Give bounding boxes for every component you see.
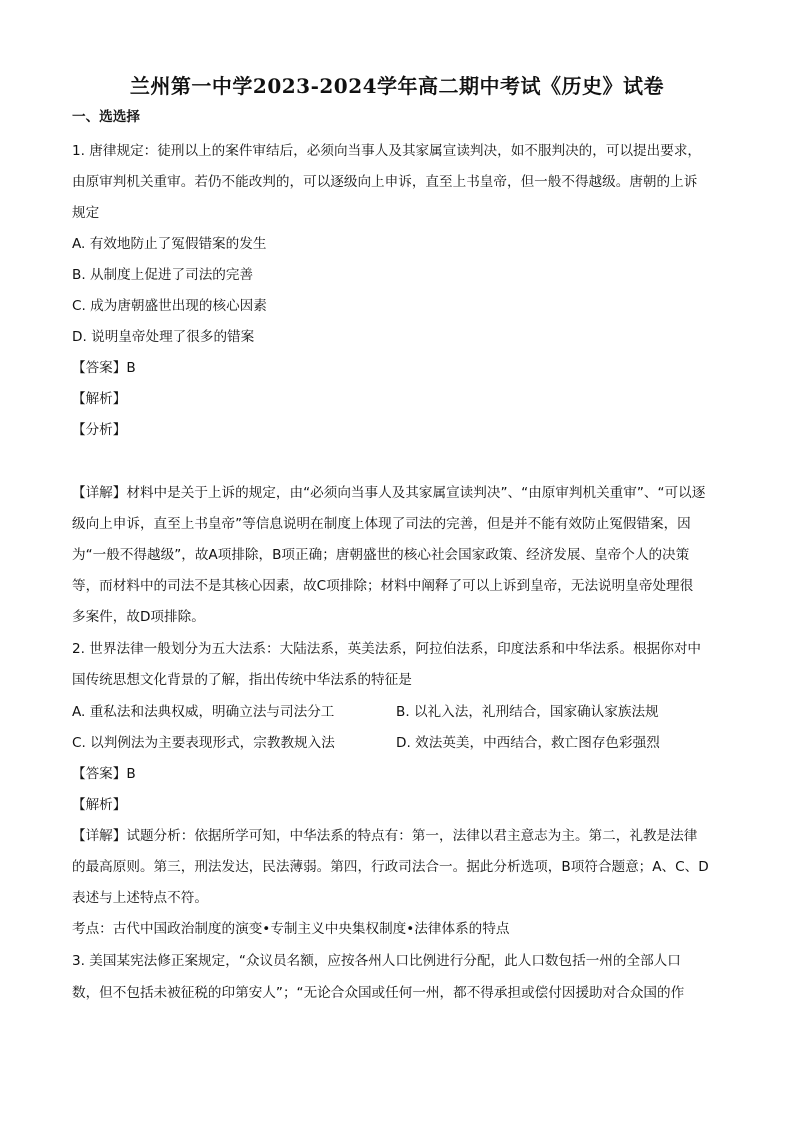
q2-detail-line: 的最高原则。第三，刑法发达，民法薄弱。第四，行政司法合一。据此分析选项，B项符合题意；A、C、D [72, 859, 709, 875]
q2-detail-line: 【详解】试题分析：依据所学可知，中华法系的特点有：第一，法律以君主意志为主。第二，礼教是法律 [72, 828, 698, 844]
q1-stem-line: 1. 唐律规定：徒刑以上的案件审结后，必须向当事人及其家属宣读判决，如不服判决的，可以提出要求， [72, 143, 702, 159]
q2-jiexi: 【解析】 [72, 797, 127, 813]
q1-detail-line: 为“一般不得越级”，故A项排除，B项正确；唐朝盛世的核心社会国家政策、经济发展、皇帝个人的决策 [72, 547, 690, 563]
q1-option-a: A. 有效地防止了冤假错案的发生 [72, 236, 267, 252]
q2-option-b: B. 以礼入法，礼刑结合，国家确认家族法规 [396, 704, 659, 720]
q1-stem-line: 由原审判机关重审。若仍不能改判的，可以逐级向上申诉，直至上书皇帝，但一般不得越级。唐朝的上诉 [72, 174, 698, 190]
q2-stem-line: 2. 世界法律一般划分为五大法系：大陆法系，英美法系，阿拉伯法系，印度法系和中华法系。根据你对中 [72, 641, 702, 657]
q2-option-a: A. 重私法和法典权威，明确立法与司法分工 [72, 704, 335, 720]
q2-stem-line: 国传统思想文化背景的了解，指出传统中华法系的特征是 [72, 672, 412, 688]
exam-title: 兰州第一中学2023-2024学年高二期中考试《历史》试卷 [129, 74, 665, 98]
q2-option-d: D. 效法英美，中西结合，救亡图存色彩强烈 [396, 735, 660, 751]
q2-detail-line: 表述与上述特点不符。 [72, 890, 208, 906]
q1-stem-line: 规定 [72, 205, 100, 221]
q1-answer: 【答案】B [72, 360, 136, 376]
q3-stem-line: 数，但不包括未被征税的印第安人”；“无论合众国或任何一州，都不得承担或偿付因援助对合众国的作 [72, 985, 685, 1001]
q1-fenxi: 【分析】 [72, 422, 127, 438]
q3-stem-line: 3. 美国某宪法修正案规定，“众议员名额，应按各州人口比例进行分配，此人口数包括一州的全部人口 [72, 953, 681, 969]
q2-option-c: C. 以判例法为主要表现形式，宗教教规入法 [72, 735, 335, 751]
q1-detail-line: 级向上申诉，直至上书皇帝”等信息说明在制度上体现了司法的完善，但是并不能有效防止冤假错案，因 [72, 516, 691, 532]
q2-kaodian: 考点：古代中国政治制度的演变•专制主义中央集权制度•法律体系的特点 [72, 921, 510, 937]
q1-option-b: B. 从制度上促进了司法的完善 [72, 267, 254, 283]
q1-option-d: D. 说明皇帝处理了很多的错案 [72, 329, 255, 345]
q1-option-c: C. 成为唐朝盛世出现的核心因素 [72, 298, 267, 314]
q1-detail-line: 【详解】材料中是关于上诉的规定，由“必须向当事人及其家属宣读判决”、“由原审判机关重审”、“可以逐 [72, 485, 706, 501]
q1-jiexi: 【解析】 [72, 391, 127, 407]
q1-detail-line: 多案件，故D项排除。 [72, 609, 205, 625]
q1-detail-line: 等，而材料中的司法不是其核心因素，故C项排除；材料中阐释了可以上诉到皇帝，无法说明皇帝处理很 [72, 578, 694, 594]
section-heading: 一、选选择 [72, 109, 140, 125]
q2-answer: 【答案】B [72, 766, 136, 782]
